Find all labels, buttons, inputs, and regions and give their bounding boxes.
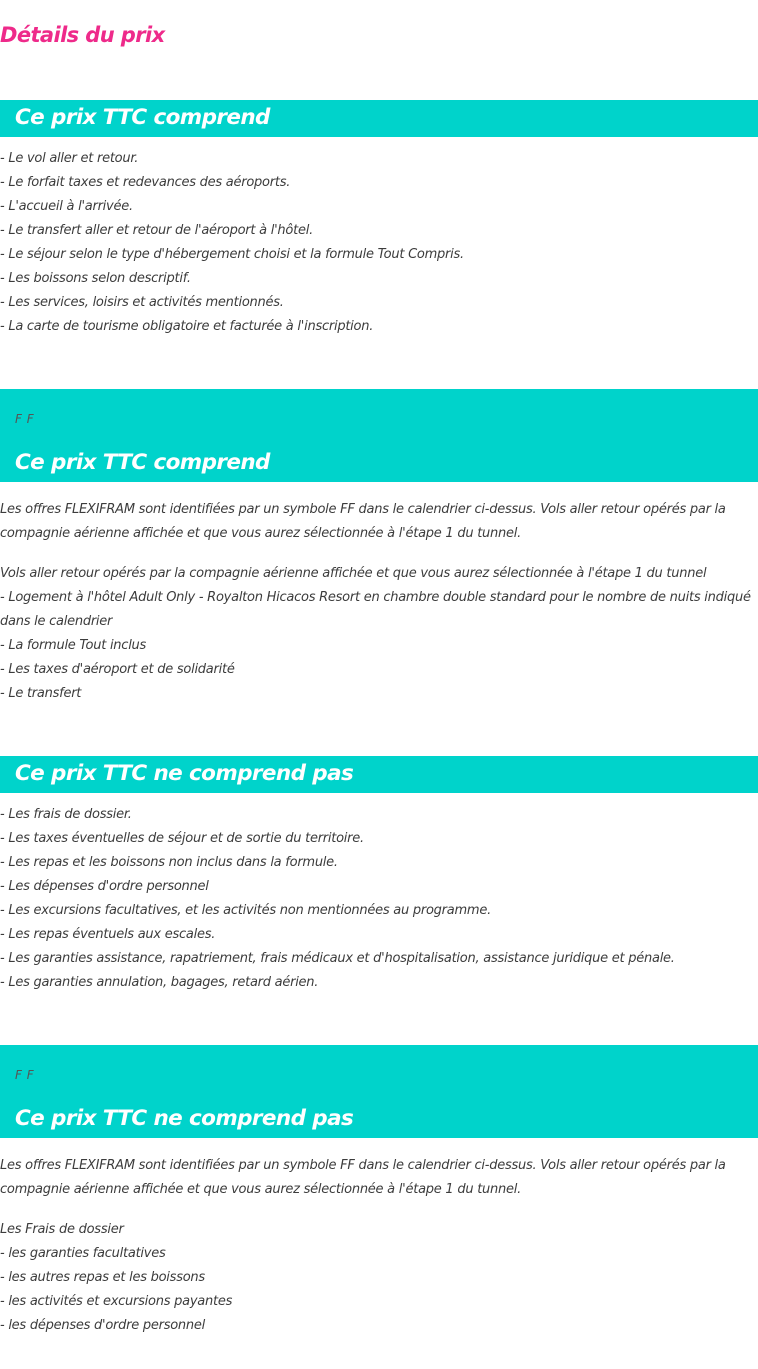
list-item: - Le forfait taxes et redevances des aéroports. xyxy=(0,175,291,190)
list-item: - Les dépenses d'ordre personnel xyxy=(0,879,209,894)
list-item: - Les taxes éventuelles de séjour et de sortie du territoire. xyxy=(0,831,364,846)
list-item: - Le vol aller et retour. xyxy=(0,151,139,166)
flexifram-intro: Les offres FLEXIFRAM sont identifiées par un symbole FF dans le calendrier ci-dessus. Vols aller retour opérés par la compagnie aérienne affichée et que vous aurez sélectionnée à l'étape 1 du tunnel. xyxy=(0,1158,726,1197)
flexifram-intro: Les offres FLEXIFRAM sont identifiées par un symbole FF dans le calendrier ci-dessus. Vols aller retour opérés par la compagnie aérienne affichée et que vous aurez sélectionnée à l'étape 1 du tunnel. xyxy=(0,502,726,541)
list-item: - Les repas et les boissons non inclus dans la formule. xyxy=(0,855,338,870)
not-included-list xyxy=(0,803,758,995)
list-item: - Les taxes d'aéroport et de solidarité xyxy=(0,662,235,677)
list-item: - Le transfert xyxy=(0,686,82,701)
list-item: - Les frais de dossier. xyxy=(0,807,132,822)
flexifram-code: F F xyxy=(15,412,35,426)
section-flexifram-not-included-header xyxy=(0,1045,758,1138)
flexifram-included-list xyxy=(0,562,756,706)
list-item: - La carte de tourisme obligatoire et facturée à l'inscription. xyxy=(0,319,374,334)
section-flexifram-included-header xyxy=(0,389,758,482)
section-heading: Ce prix TTC ne comprend pas xyxy=(15,761,354,786)
list-item: - Les garanties annulation, bagages, retard aérien. xyxy=(0,975,319,990)
page-title: Détails du prix xyxy=(0,23,165,47)
list-item: - les autres repas et les boissons xyxy=(0,1270,205,1285)
flexifram-code: F F xyxy=(15,1068,35,1082)
section-heading: Ce prix TTC comprend xyxy=(15,450,270,475)
list-item: Vols aller retour opérés par la compagnie aérienne affichée et que vous aurez sélectionnée à l'étape 1 du tunnel xyxy=(0,566,707,581)
list-item: - Le séjour selon le type d'hébergement choisi et la formule Tout Compris. xyxy=(0,247,464,262)
list-item: - les activités et excursions payantes xyxy=(0,1294,233,1309)
list-item: - les dépenses d'ordre personnel xyxy=(0,1318,206,1333)
list-item: - Les services, loisirs et activités mentionnés. xyxy=(0,295,284,310)
list-item: - Le transfert aller et retour de l'aéroport à l'hôtel. xyxy=(0,223,313,238)
list-item: - Logement à l'hôtel Adult Only - Royalton Hicacos Resort en chambre double standard pour le nombre de nuits indiqué dans le calendrier xyxy=(0,590,751,629)
list-item: - Les boissons selon descriptif. xyxy=(0,271,191,286)
section-included-header xyxy=(0,100,758,137)
section-heading: Ce prix TTC comprend xyxy=(15,105,270,130)
list-item: - L'accueil à l'arrivée. xyxy=(0,199,133,214)
list-item: - Les garanties assistance, rapatriement, frais médicaux et d'hospitalisation, assistance juridique et pénale. xyxy=(0,951,675,966)
section-heading: Ce prix TTC ne comprend pas xyxy=(15,1106,354,1131)
section-not-included-header xyxy=(0,756,758,793)
list-item: - les garanties facultatives xyxy=(0,1246,166,1261)
flexifram-not-included-list xyxy=(0,1218,758,1338)
list-item: - Les excursions facultatives, et les activités non mentionnées au programme. xyxy=(0,903,491,918)
list-item: - Les repas éventuels aux escales. xyxy=(0,927,216,942)
included-list xyxy=(0,147,758,339)
list-item: Les Frais de dossier xyxy=(0,1222,124,1237)
list-item: - La formule Tout inclus xyxy=(0,638,147,653)
